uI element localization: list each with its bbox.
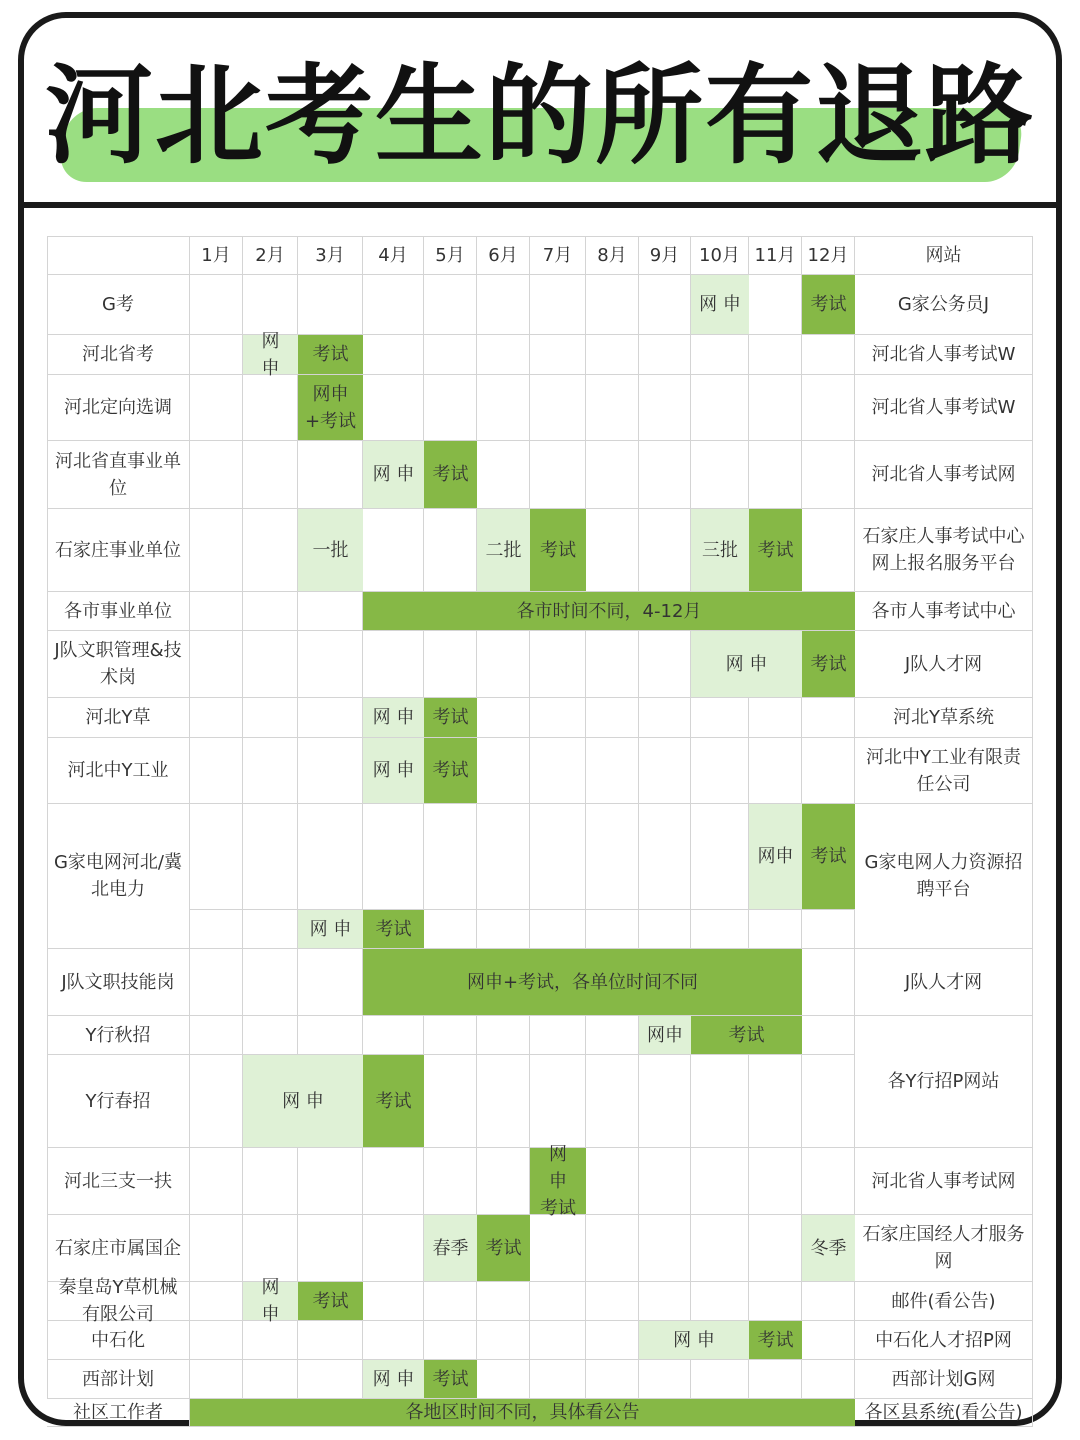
month-cell (424, 1321, 477, 1360)
header-cell: 网站 (855, 236, 1033, 275)
row-name: 秦皇岛Y草机械有限公司 (47, 1282, 190, 1321)
row-site: 各市人事考试中心 (855, 592, 1033, 631)
row-name: 中石化 (47, 1321, 190, 1360)
month-cell (243, 910, 298, 949)
month-cell (749, 1360, 802, 1399)
month-cell (363, 335, 424, 375)
apply-period-mark: 网申 (749, 804, 802, 910)
month-cell (477, 1055, 530, 1148)
month-cell (243, 698, 298, 738)
month-cell (477, 1321, 530, 1360)
exam-period-mark: 考试 (749, 509, 802, 592)
exam-period-mark: 各市时间不同，4-12月 (363, 592, 855, 631)
month-cell (298, 698, 363, 738)
month-cell (586, 375, 639, 441)
row-site: J队人才网 (855, 949, 1033, 1016)
header-cell: 4月 (363, 236, 424, 275)
month-cell (530, 1282, 586, 1321)
month-cell (586, 1321, 639, 1360)
row-site: 各Y行招P网站 (855, 1016, 1033, 1148)
month-cell (363, 1016, 424, 1055)
month-cell (691, 1282, 749, 1321)
month-cell (243, 509, 298, 592)
month-cell (749, 1215, 802, 1282)
header-cell: 7月 (530, 236, 586, 275)
month-cell (243, 804, 298, 910)
row-name: 河北定向选调 (47, 375, 190, 441)
month-cell (691, 375, 749, 441)
exam-period-mark: 考试 (477, 1215, 530, 1282)
row-site: 石家庄人事考试中心网上报名服务平台 (855, 509, 1033, 592)
month-cell (530, 1215, 586, 1282)
row-name: 社区工作者 (47, 1399, 190, 1427)
header-cell: 1月 (190, 236, 243, 275)
month-cell (477, 275, 530, 335)
month-cell (190, 1148, 243, 1215)
month-cell (586, 441, 639, 509)
month-cell (749, 1148, 802, 1215)
month-cell (639, 698, 691, 738)
month-cell (749, 375, 802, 441)
month-cell (639, 1055, 691, 1148)
row-site: 河北省人事考试W (855, 375, 1033, 441)
month-cell (586, 275, 639, 335)
apply-period-mark: 网 申 (691, 275, 749, 335)
month-cell (190, 1282, 243, 1321)
month-cell (298, 1321, 363, 1360)
month-cell (639, 335, 691, 375)
month-cell (749, 335, 802, 375)
row-site: 邮件(看公告) (855, 1282, 1033, 1321)
header-cell: 5月 (424, 236, 477, 275)
month-cell (586, 1215, 639, 1282)
exam-period-mark: 考试 (802, 275, 855, 335)
month-cell (802, 1282, 855, 1321)
month-cell (530, 1016, 586, 1055)
month-cell (639, 441, 691, 509)
header-cell: 10月 (691, 236, 749, 275)
month-cell (586, 1360, 639, 1399)
month-cell (749, 910, 802, 949)
month-cell (243, 631, 298, 698)
month-cell (243, 738, 298, 804)
month-cell (424, 631, 477, 698)
month-cell (586, 738, 639, 804)
month-cell (749, 1055, 802, 1148)
header-cell: 2月 (243, 236, 298, 275)
row-site: 河北Y草系统 (855, 698, 1033, 738)
apply-period-mark: 网 申 (363, 738, 424, 804)
month-cell (190, 1321, 243, 1360)
apply-period-mark: 网 申 (363, 441, 424, 509)
month-cell (530, 375, 586, 441)
exam-period-mark: 考试 (802, 804, 855, 910)
row-name: G家电网河北/冀北电力 (47, 804, 190, 949)
month-cell (190, 592, 243, 631)
exam-period-mark: 考试 (802, 631, 855, 698)
month-cell (802, 441, 855, 509)
row-name: 石家庄市属国企 (47, 1215, 190, 1282)
month-cell (530, 631, 586, 698)
row-site: J队人才网 (855, 631, 1033, 698)
exam-period-mark: 考试 (424, 738, 477, 804)
month-cell (298, 631, 363, 698)
month-cell (802, 698, 855, 738)
exam-period-mark: 考试 (424, 441, 477, 509)
month-cell (243, 275, 298, 335)
exam-period-mark: 考试 (298, 335, 363, 375)
month-cell (691, 1055, 749, 1148)
page-title: 河北考生的所有退路 (44, 54, 1035, 179)
month-cell (298, 949, 363, 1016)
exam-period-mark: 网 申 考试 (530, 1148, 586, 1215)
month-cell (586, 1148, 639, 1215)
month-cell (298, 804, 363, 910)
apply-period-mark: 一批 (298, 509, 363, 592)
month-cell (530, 1360, 586, 1399)
month-cell (243, 1148, 298, 1215)
month-cell (477, 375, 530, 441)
month-cell (477, 1282, 530, 1321)
month-cell (530, 804, 586, 910)
month-cell (477, 698, 530, 738)
month-cell (424, 275, 477, 335)
month-cell (802, 335, 855, 375)
apply-period-mark: 网申 (639, 1016, 691, 1055)
exam-period-mark: 网申+考试，各单位时间不同 (363, 949, 802, 1016)
month-cell (190, 1360, 243, 1399)
row-name: J队文职管理&技术岗 (47, 631, 190, 698)
apply-period-mark: 三批 (691, 509, 749, 592)
apply-period-mark: 网 申 (243, 1055, 363, 1148)
month-cell (363, 509, 424, 592)
month-cell (586, 1282, 639, 1321)
month-cell (530, 1321, 586, 1360)
month-cell (190, 441, 243, 509)
month-cell (363, 804, 424, 910)
month-cell (363, 1148, 424, 1215)
month-cell (298, 1148, 363, 1215)
month-cell (363, 631, 424, 698)
month-cell (802, 509, 855, 592)
month-cell (190, 804, 243, 910)
header-cell: 8月 (586, 236, 639, 275)
month-cell (363, 1282, 424, 1321)
month-cell (243, 949, 298, 1016)
month-cell (424, 1148, 477, 1215)
month-cell (639, 1282, 691, 1321)
month-cell (639, 804, 691, 910)
month-cell (363, 375, 424, 441)
month-cell (190, 949, 243, 1016)
month-cell (243, 1016, 298, 1055)
month-cell (298, 1215, 363, 1282)
month-cell (691, 910, 749, 949)
row-site: 河北省人事考试W (855, 335, 1033, 375)
month-cell (298, 738, 363, 804)
month-cell (477, 441, 530, 509)
month-cell (190, 910, 243, 949)
month-cell (639, 375, 691, 441)
header-cell: 11月 (749, 236, 802, 275)
row-site: G家电网人力资源招聘平台 (855, 804, 1033, 949)
month-cell (243, 1360, 298, 1399)
month-cell (691, 1215, 749, 1282)
month-cell (749, 698, 802, 738)
month-cell (802, 1148, 855, 1215)
month-cell (530, 275, 586, 335)
month-cell (424, 1016, 477, 1055)
month-cell (190, 509, 243, 592)
month-cell (477, 1360, 530, 1399)
month-cell (639, 910, 691, 949)
month-cell (586, 1016, 639, 1055)
month-cell (363, 275, 424, 335)
exam-period-mark: 各地区时间不同，具体看公告 (190, 1399, 855, 1427)
month-cell (802, 910, 855, 949)
exam-period-mark: 考试 (363, 910, 424, 949)
apply-period-mark: 网 申 (243, 1282, 298, 1321)
month-cell (424, 335, 477, 375)
header-cell: 3月 (298, 236, 363, 275)
month-cell (586, 509, 639, 592)
month-cell (586, 335, 639, 375)
exam-period-mark: 考试 (298, 1282, 363, 1321)
month-cell (190, 1055, 243, 1148)
month-cell (424, 1282, 477, 1321)
row-name: J队文职技能岗 (47, 949, 190, 1016)
month-cell (802, 949, 855, 1016)
row-name: 石家庄事业单位 (47, 509, 190, 592)
month-cell (691, 1148, 749, 1215)
month-cell (530, 698, 586, 738)
month-cell (802, 1321, 855, 1360)
month-cell (477, 910, 530, 949)
row-site: 河北省人事考试网 (855, 441, 1033, 509)
apply-period-mark: 春季 (424, 1215, 477, 1282)
row-name: 河北三支一扶 (47, 1148, 190, 1215)
month-cell (298, 1360, 363, 1399)
row-site: 河北省人事考试网 (855, 1148, 1033, 1215)
month-cell (363, 1321, 424, 1360)
month-cell (190, 275, 243, 335)
month-cell (586, 631, 639, 698)
month-cell (477, 804, 530, 910)
apply-period-mark: 二批 (477, 509, 530, 592)
title-divider (24, 202, 1056, 208)
month-cell (190, 335, 243, 375)
month-cell (530, 441, 586, 509)
row-name: 各市事业单位 (47, 592, 190, 631)
row-name: 河北中Y工业 (47, 738, 190, 804)
exam-period-mark: 考试 (691, 1016, 802, 1055)
month-cell (424, 804, 477, 910)
row-name: Y行秋招 (47, 1016, 190, 1055)
month-cell (802, 738, 855, 804)
row-site: 各区县系统(看公告) (855, 1399, 1033, 1427)
exam-period-mark: 考试 (530, 509, 586, 592)
month-cell (243, 441, 298, 509)
month-cell (586, 1055, 639, 1148)
month-cell (639, 1148, 691, 1215)
month-cell (424, 375, 477, 441)
month-cell (190, 631, 243, 698)
apply-period-mark: 网 申 (298, 910, 363, 949)
row-name: 西部计划 (47, 1360, 190, 1399)
month-cell (363, 1215, 424, 1282)
apply-period-mark: 冬季 (802, 1215, 855, 1282)
month-cell (243, 1215, 298, 1282)
month-cell (639, 275, 691, 335)
month-cell (477, 335, 530, 375)
month-cell (190, 375, 243, 441)
month-cell (477, 738, 530, 804)
month-cell (802, 375, 855, 441)
row-site: G家公务员J (855, 275, 1033, 335)
month-cell (802, 1360, 855, 1399)
month-cell (749, 275, 802, 335)
month-cell (298, 592, 363, 631)
month-cell (749, 738, 802, 804)
month-cell (749, 1282, 802, 1321)
month-cell (802, 1016, 855, 1055)
apply-period-mark: 网 申 (691, 631, 802, 698)
month-cell (639, 1360, 691, 1399)
month-cell (190, 738, 243, 804)
month-cell (691, 335, 749, 375)
month-cell (749, 441, 802, 509)
month-cell (639, 509, 691, 592)
header-cell (47, 236, 190, 275)
apply-period-mark: 网 申 (363, 1360, 424, 1399)
month-cell (190, 1215, 243, 1282)
row-name: 河北Y草 (47, 698, 190, 738)
month-cell (586, 698, 639, 738)
month-cell (298, 275, 363, 335)
month-cell (477, 631, 530, 698)
month-cell (298, 1016, 363, 1055)
month-cell (691, 441, 749, 509)
exam-period-mark: 考试 (363, 1055, 424, 1148)
month-cell (691, 698, 749, 738)
month-cell (639, 1215, 691, 1282)
row-site: 石家庄国经人才服务网 (855, 1215, 1033, 1282)
month-cell (586, 910, 639, 949)
exam-period-mark: 考试 (424, 698, 477, 738)
month-cell (530, 910, 586, 949)
header-cell: 9月 (639, 236, 691, 275)
month-cell (586, 804, 639, 910)
month-cell (424, 910, 477, 949)
month-cell (298, 441, 363, 509)
header-cell: 12月 (802, 236, 855, 275)
month-cell (424, 509, 477, 592)
row-site: 河北中Y工业有限责任公司 (855, 738, 1033, 804)
month-cell (691, 738, 749, 804)
row-site: 西部计划G网 (855, 1360, 1033, 1399)
exam-period-mark: 考试 (424, 1360, 477, 1399)
month-cell (190, 1016, 243, 1055)
month-cell (243, 375, 298, 441)
month-cell (190, 698, 243, 738)
row-site: 中石化人才招P网 (855, 1321, 1033, 1360)
month-cell (639, 738, 691, 804)
month-cell (243, 592, 298, 631)
month-cell (424, 1055, 477, 1148)
month-cell (477, 1016, 530, 1055)
apply-period-mark: 网 申 (243, 335, 298, 375)
exam-period-mark: 考试 (749, 1321, 802, 1360)
month-cell (530, 738, 586, 804)
month-cell (530, 335, 586, 375)
month-cell (477, 1148, 530, 1215)
month-cell (639, 631, 691, 698)
exam-period-mark: 网申+考试 (298, 375, 363, 441)
month-cell (691, 804, 749, 910)
header-cell: 6月 (477, 236, 530, 275)
month-cell (691, 1360, 749, 1399)
row-name: Y行春招 (47, 1055, 190, 1148)
row-name: 河北省直事业单位 (47, 441, 190, 509)
apply-period-mark: 网 申 (363, 698, 424, 738)
month-cell (530, 1055, 586, 1148)
month-cell (802, 1055, 855, 1148)
row-name: G考 (47, 275, 190, 335)
apply-period-mark: 网 申 (639, 1321, 749, 1360)
row-name: 河北省考 (47, 335, 190, 375)
